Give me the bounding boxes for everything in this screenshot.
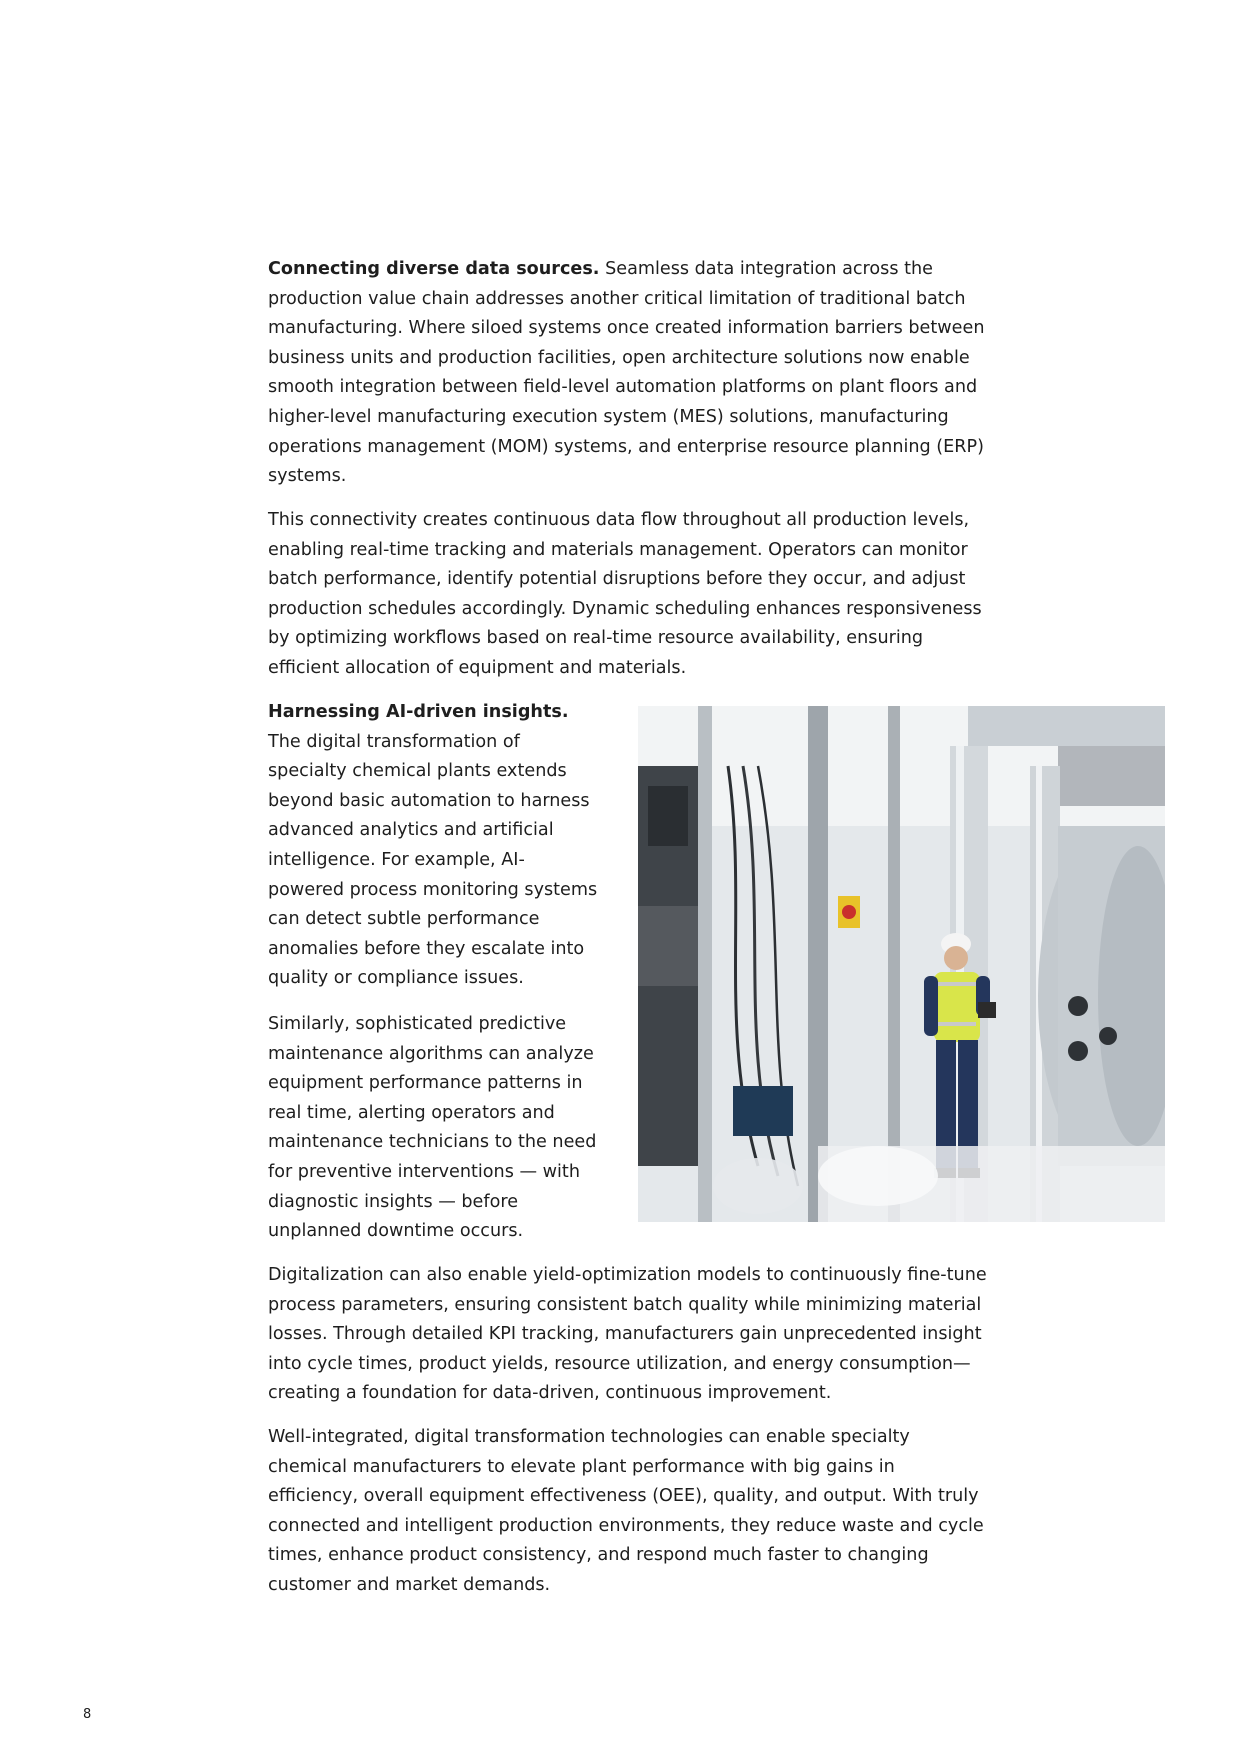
page-number: 8 [83, 1707, 92, 1722]
paragraph-conclusion [268, 1423, 988, 1601]
paragraph-data-sources [268, 255, 988, 492]
paragraph-body: Similarly, sophisticated predictive maintenance algorithms can analyze equipment performance patterns in real time, alerting operators and maintenance technicians to the need for preventive interventions — with diagnostic insights — before unplanned downtime occurs. [268, 1014, 597, 1242]
paragraph-connectivity [268, 506, 988, 684]
plant-illustration [638, 706, 1165, 1222]
paragraph-yield-optimization [268, 1261, 988, 1409]
paragraph-body: Seamless data integration across the production value chain addresses another critical limitation of traditional batch manufacturing. Where siloed systems once created information barriers between business units and production facilities, open architecture solutions now enable smooth integration between field-level automation platforms on plant floors and higher-level manufacturing execution system (MES) solutions, manufacturing operations management (MOM) systems, and enterprise resource planning (ERP) systems. [268, 259, 985, 487]
paragraph-predictive-maintenance [268, 1010, 598, 1247]
paragraph-lead: Connecting diverse data sources. [268, 259, 600, 279]
paragraph-body: This connectivity creates continuous data flow throughout all production levels, enabling real-time tracking and materials management. Operators can monitor batch performance, identify potential disruptions before they occur, and adjust production schedules accordingly. Dynamic scheduling enhances responsiveness by optimizing workflows based on real-time resource availability, ensuring efficient allocation of equipment and materials. [268, 510, 982, 678]
paragraph-lead: Harnessing AI-driven insights. [268, 702, 569, 722]
paragraph-body: Well-integrated, digital transformation technologies can enable specialty chemical manufacturers to elevate plant performance with big gains in efficiency, overall equipment effectiveness (OEE), quality, and output. With truly connected and intelligent production environments, they reduce waste and cycle times, enhance product consistency, and respond much faster to changing customer and market demands. [268, 1427, 984, 1595]
paragraph-body: Digitalization can also enable yield-optimization models to continuously fine-tune process parameters, ensuring consistent batch quality while minimizing material losses. Through detailed KPI tracking, manufacturers gain unprecedented insight into cycle times, product yields, resource utilization, and energy consumption—creating a foundation for data-driven, continuous improvement. [268, 1265, 987, 1404]
paragraph-ai-insights [268, 698, 598, 994]
plant-worker-photo [638, 706, 1165, 1222]
paragraph-body: The digital transformation of specialty chemical plants extends beyond basic automation to harness advanced analytics and artificial intelligence. For example, AI-powered process monitoring systems can detect subtle performance anomalies before they escalate into quality or compliance issues. [268, 731, 598, 989]
